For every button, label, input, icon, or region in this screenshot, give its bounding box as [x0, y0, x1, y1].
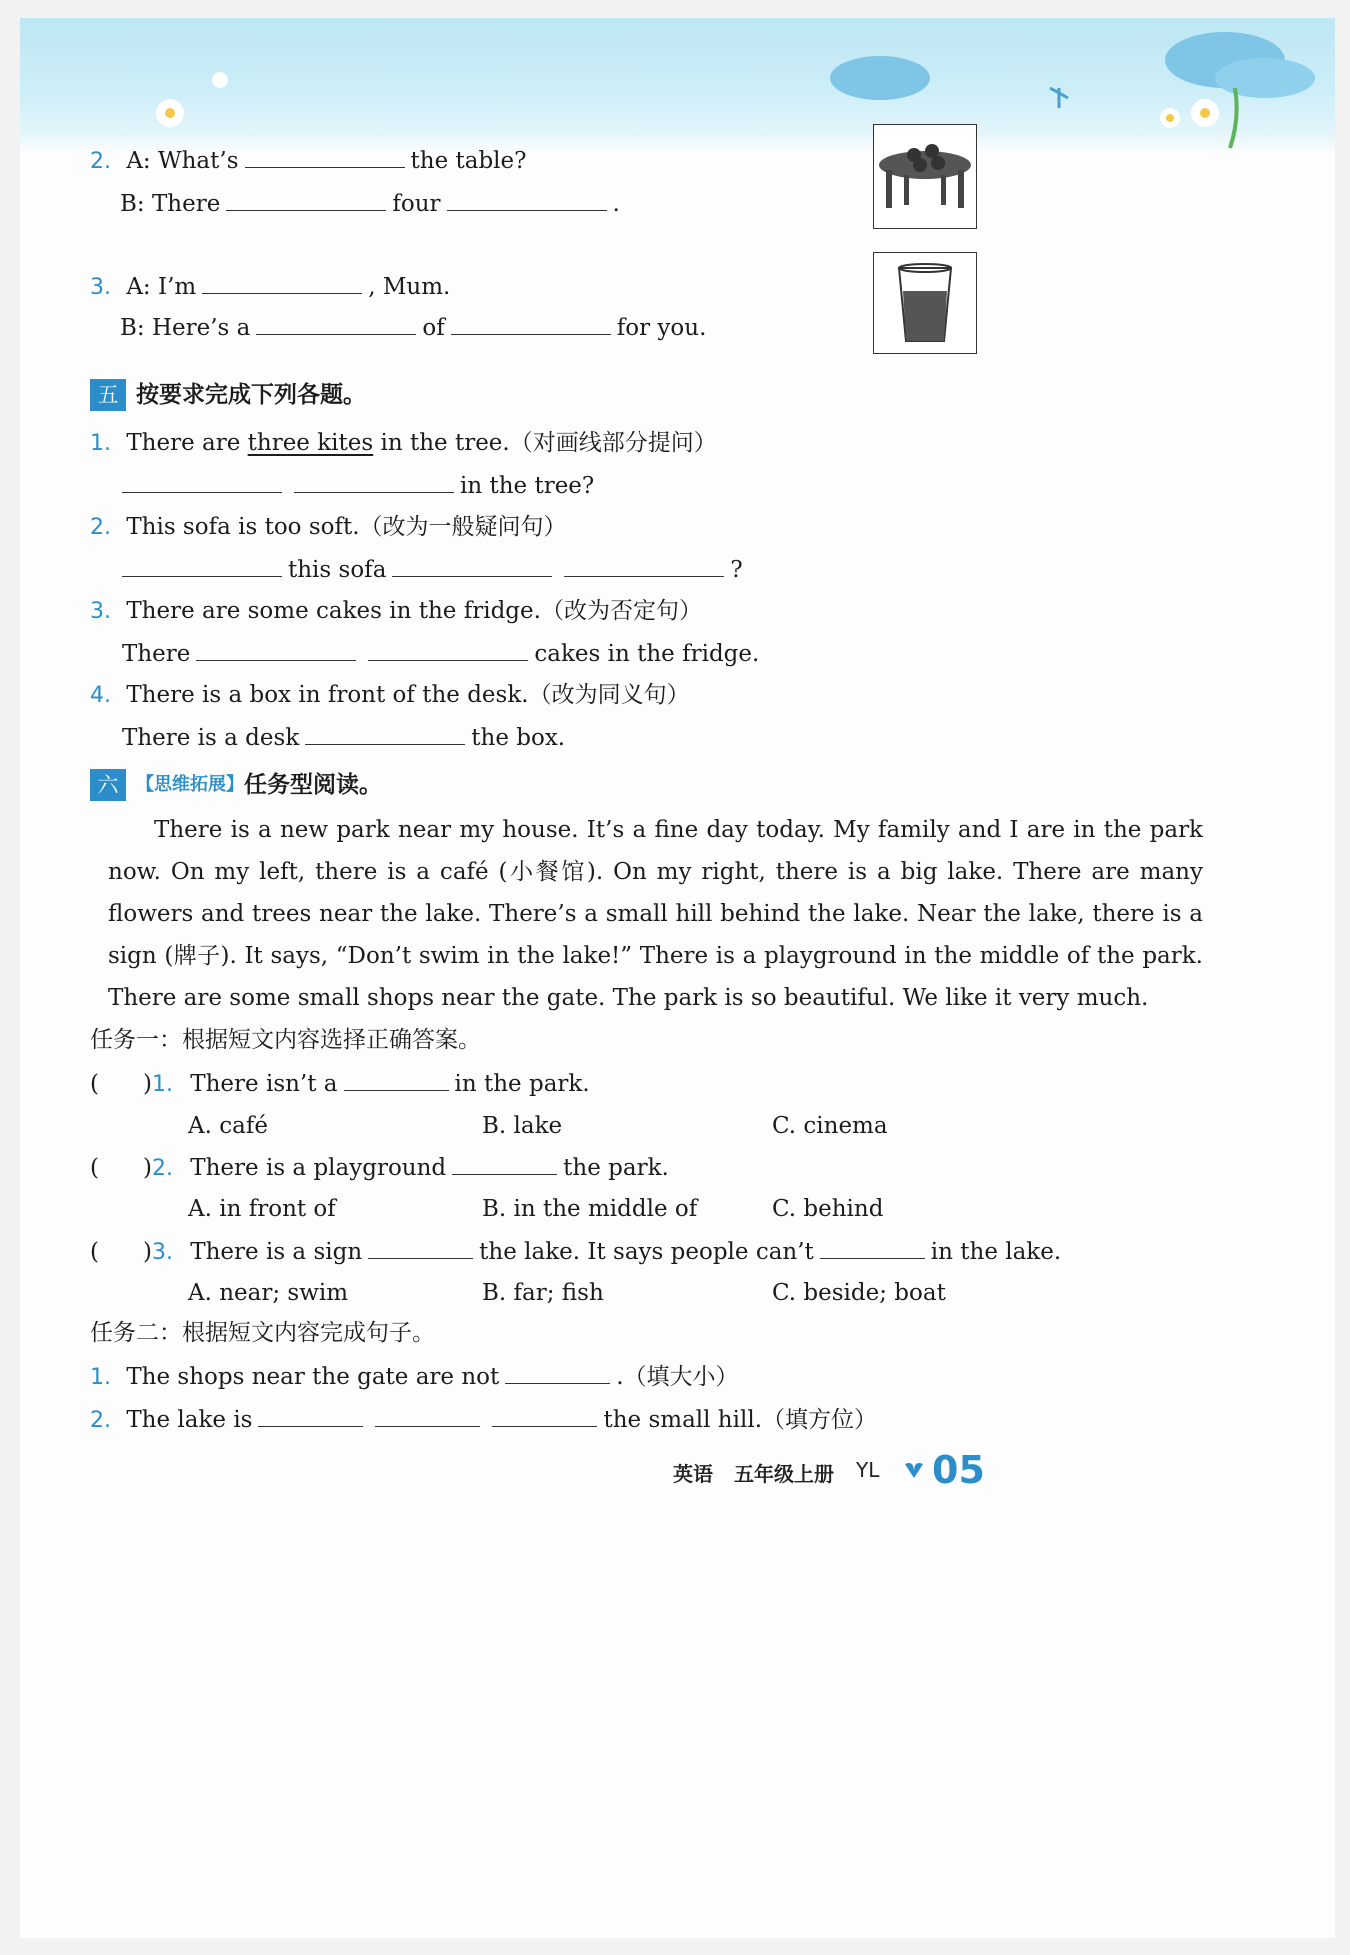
table-with-apples-icon: [874, 125, 976, 228]
answer-blank[interactable]: [258, 1404, 363, 1427]
s5-question-2: 2. This sofa is too soft.（改为一般疑问句）: [90, 514, 567, 540]
table-apples-picture: [873, 124, 977, 229]
s5-question-1: 1. There are three kites in the tree.（对画线部分提问）: [90, 430, 717, 456]
answer-blank[interactable]: [226, 188, 386, 211]
answer-blank[interactable]: [375, 1404, 480, 1427]
answer-blank[interactable]: [447, 188, 607, 211]
exercise-3-line-b: B: Here’s a of for you.: [120, 312, 706, 343]
section-title: 按要求完成下列各题。: [136, 382, 366, 408]
s5-answer-2: this sofa ?: [116, 554, 743, 585]
answer-blank[interactable]: [492, 1404, 597, 1427]
answer-blank[interactable]: [344, 1068, 449, 1091]
option-a[interactable]: A. in front of: [188, 1196, 336, 1222]
option-b[interactable]: B. in the middle of: [482, 1196, 698, 1222]
footer-subject: 英语: [673, 1462, 713, 1486]
exercise-2-line-a: 2. A: What’s the table?: [90, 145, 526, 177]
answer-blank[interactable]: [202, 271, 362, 294]
task-2-title: 任务二：根据短文内容完成句子。: [90, 1320, 435, 1346]
footer-grade: 五年级上册: [734, 1462, 834, 1486]
answer-blank[interactable]: [368, 638, 528, 661]
exercise-3-line-a: 3. A: I’m , Mum.: [90, 271, 450, 303]
choice-question-2: ( )2. There is a playground the park.: [90, 1152, 669, 1184]
answer-blank[interactable]: [564, 554, 724, 577]
option-b[interactable]: B. far; fish: [482, 1280, 604, 1306]
task-2-question-2: 2. The lake is the small hill.（填方位）: [90, 1404, 877, 1436]
answer-blank[interactable]: [452, 1152, 557, 1175]
choice-question-1: ( )1. There isn’t a in the park.: [90, 1068, 590, 1100]
section-6-header: [90, 769, 382, 801]
glass-of-water-icon: [874, 253, 976, 353]
option-c[interactable]: C. cinema: [772, 1113, 888, 1139]
section-5-header: [90, 379, 366, 411]
section-tag: 【思维拓展】: [136, 774, 244, 795]
option-a[interactable]: A. café: [188, 1113, 268, 1139]
s5-answer-3: There cakes in the fridge.: [122, 638, 759, 669]
option-c[interactable]: C. behind: [772, 1196, 884, 1222]
underlined-phrase: three kites: [247, 430, 374, 456]
answer-blank[interactable]: [294, 470, 454, 493]
answer-blank[interactable]: [505, 1361, 610, 1384]
glass-of-water-picture: [873, 252, 977, 354]
question-number: 2.: [90, 149, 111, 174]
choice-question-3: ( )3. There is a sign the lake. It says people can’t in the lake.: [90, 1236, 1061, 1268]
s5-question-3: 3. There are some cakes in the fridge.（改为否定句）: [90, 598, 702, 624]
s5-question-4: 4. There is a box in front of the desk.（改为同义句）: [90, 682, 690, 708]
task-2-question-1: 1. The shops near the gate are not .（填大小）: [90, 1361, 739, 1393]
s5-answer-1: in the tree?: [116, 470, 594, 501]
section-badge: 六: [90, 769, 126, 801]
answer-blank[interactable]: [820, 1236, 925, 1259]
answer-blank[interactable]: [305, 722, 465, 745]
answer-blank[interactable]: [122, 470, 282, 493]
option-b[interactable]: B. lake: [482, 1113, 563, 1139]
s5-answer-4: There is a desk the box.: [122, 722, 565, 753]
option-a[interactable]: A. near; swim: [188, 1280, 349, 1306]
section-badge: 五: [90, 379, 126, 411]
task-1-title: 任务一：根据短文内容选择正确答案。: [90, 1027, 481, 1053]
answer-blank[interactable]: [256, 312, 416, 335]
answer-blank[interactable]: [451, 312, 611, 335]
page-number: 05: [932, 1448, 985, 1492]
flower-cloud-decoration-icon: [20, 18, 1335, 153]
reading-passage: There is a new park near my house. It’s a fine day today. My family and I are in the park now. On my left, there is a café (小餐馆). On my right, there is a big lake. There are many flowers and trees near the lake. There’s a small hill behind the lake. Near the lake, there is a sign (牌子). It says, “Don’t swim in the lake!” There is a playground in the middle of the park. There are some small shops near the gate. The park is so beautiful. We like it very much.: [108, 817, 1203, 1011]
answer-blank[interactable]: [245, 145, 405, 168]
leaf-icon: [902, 1458, 926, 1482]
option-c[interactable]: C. beside; boat: [772, 1280, 946, 1306]
answer-blank[interactable]: [196, 638, 356, 661]
answer-blank[interactable]: [122, 554, 282, 577]
answer-blank[interactable]: [392, 554, 552, 577]
exercise-2-line-b: B: There four .: [120, 188, 620, 219]
footer-edition: YL: [856, 1458, 880, 1482]
answer-blank[interactable]: [368, 1236, 473, 1259]
decorative-banner: [20, 18, 1335, 153]
section-title: 任务型阅读。: [244, 772, 382, 798]
question-number: 3.: [90, 275, 111, 300]
worksheet-page: [20, 18, 1335, 1938]
